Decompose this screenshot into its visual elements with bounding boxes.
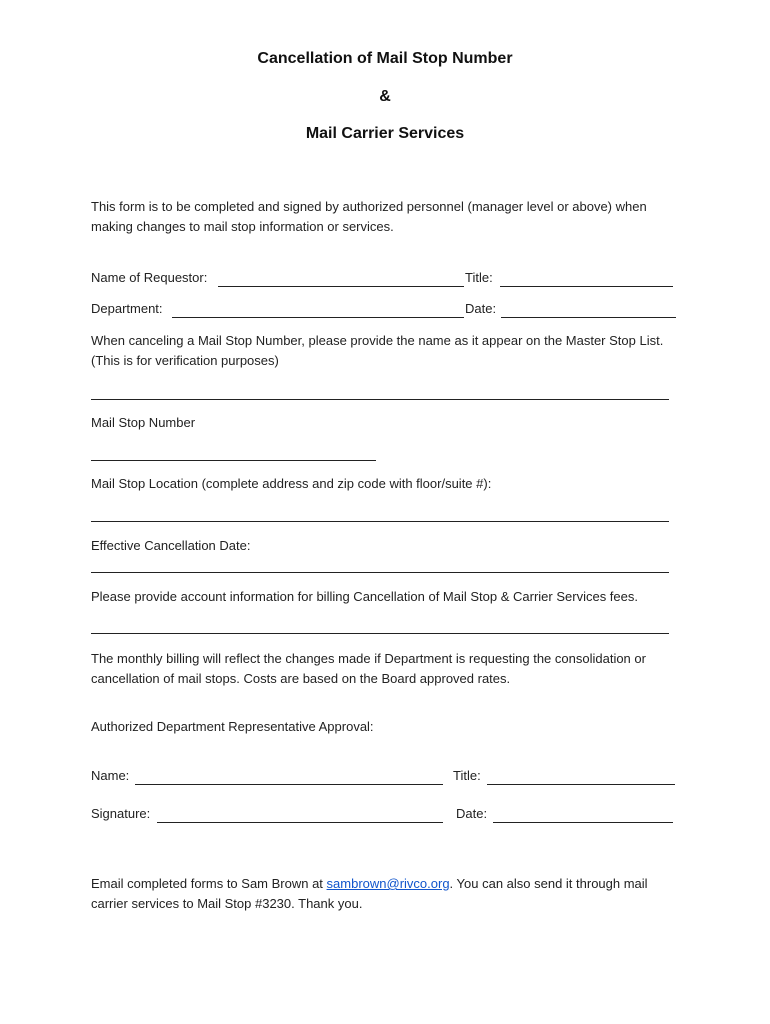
department-label: Department:	[91, 301, 163, 316]
effective-date-label: Effective Cancellation Date:	[91, 538, 251, 553]
requestor-date-label: Date:	[465, 301, 497, 316]
approval-title-field[interactable]	[487, 784, 675, 785]
requestor-name-label: Name of Requestor:	[91, 270, 208, 285]
approval-title-label: Title:	[453, 768, 481, 783]
mail-stop-location-label: Mail Stop Location (complete address and zip code with floor/suite #):	[91, 476, 492, 491]
requestor-name-field[interactable]	[218, 286, 464, 287]
approval-heading: Authorized Department Representative Approval:	[91, 719, 374, 734]
footer-text-after: . You can also send it through mail carrier services to Mail Stop #3230. Thank you.	[91, 876, 648, 911]
department-field[interactable]	[172, 317, 464, 318]
requestor-date-field[interactable]	[501, 317, 676, 318]
requestor-title-field[interactable]	[500, 286, 673, 287]
signature-field[interactable]	[157, 822, 443, 823]
mail-stop-location-field[interactable]	[91, 521, 669, 522]
footer-text-before: Email completed forms to Sam Brown at	[91, 876, 327, 891]
billing-note-text: The monthly billing will reflect the changes made if Department is requesting the consolidation or cancellation of mail stops. Costs are based on the Board approved rates.	[91, 651, 646, 686]
cancel-instruction-text: When canceling a Mail Stop Number, please provide the name as it appear on the Master Stop List. (This is for verification purposes)	[91, 333, 664, 368]
billing-account-field[interactable]	[91, 633, 669, 634]
mail-stop-number-field[interactable]	[91, 460, 376, 461]
requestor-title-label: Title:	[465, 270, 493, 285]
approval-name-field[interactable]	[135, 784, 443, 785]
email-link[interactable]: sambrown@rivco.org	[326, 876, 450, 891]
mail-stop-number-label: Mail Stop Number	[91, 415, 196, 430]
title-ampersand: &	[379, 88, 391, 105]
form-subtitle: Mail Carrier Services	[305, 125, 465, 142]
approval-date-label: Date:	[456, 806, 488, 821]
approval-date-field[interactable]	[493, 822, 673, 823]
billing-account-label: Please provide account information for billing Cancellation of Mail Stop & Carrier Services fees.	[91, 589, 638, 604]
form-title: Cancellation of Mail Stop Number	[257, 50, 513, 67]
master-stop-name-field[interactable]	[91, 399, 669, 400]
approval-name-label: Name:	[91, 768, 130, 783]
signature-label: Signature:	[91, 806, 151, 821]
footer-text	[91, 874, 671, 914]
effective-date-field[interactable]	[91, 572, 669, 573]
intro-text: This form is to be completed and signed by authorized personnel (manager level or above) when making changes to mail stop information or services.	[91, 199, 647, 234]
